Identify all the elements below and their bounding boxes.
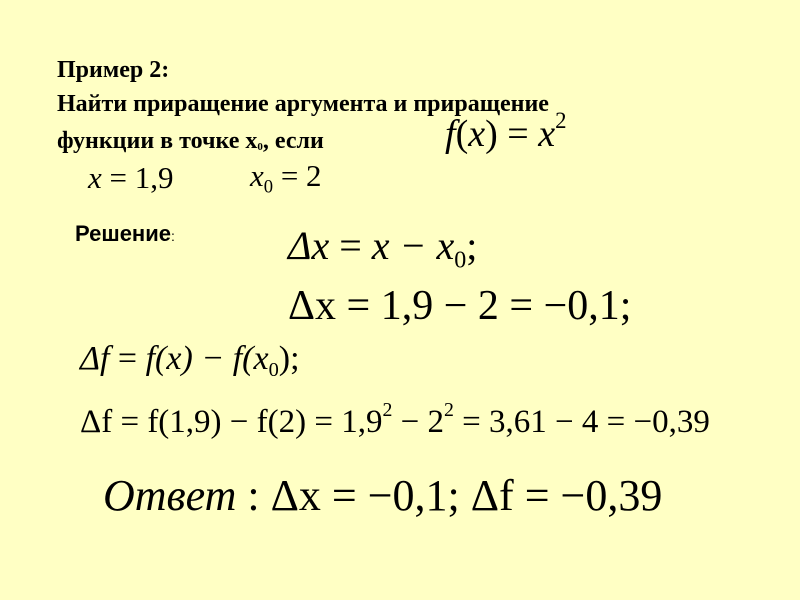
task-line-2-suffix: , если bbox=[262, 128, 324, 154]
given-function-arg: x bbox=[468, 113, 486, 155]
eq-delta-f-formula bbox=[80, 340, 300, 382]
eq-delta-f-value-part3: = 3,61 − 4 = −0,39 bbox=[453, 404, 710, 440]
solution-label bbox=[75, 221, 175, 247]
given-x0-sub: 0 bbox=[263, 176, 274, 198]
eq-delta-f-formula-sub: 0 bbox=[268, 359, 279, 382]
given-x0-var: x bbox=[250, 158, 264, 193]
solution-label-text: Решение bbox=[75, 221, 171, 246]
eq-delta-f-formula-eq: = bbox=[109, 340, 146, 377]
eq-delta-f-formula-end: ); bbox=[278, 340, 300, 377]
given-function-name: f bbox=[445, 113, 456, 155]
eq-delta-f-value-part1: Δf = f(1,9) − f(2) = 1,9 bbox=[80, 404, 383, 440]
answer-line bbox=[103, 470, 662, 521]
solution-label-colon: : bbox=[170, 228, 175, 244]
eq-delta-x-formula-eq: = bbox=[329, 223, 372, 268]
given-x0 bbox=[250, 158, 322, 198]
eq-delta-f-value-exp1: 2 bbox=[382, 399, 393, 422]
task-line-2-prefix: функции в точке х bbox=[57, 128, 258, 154]
answer-word: Ответ bbox=[103, 471, 237, 520]
eq-delta-f-value-exp2: 2 bbox=[444, 399, 454, 422]
given-function-close: ) = bbox=[485, 113, 539, 155]
task-line-2 bbox=[57, 126, 324, 156]
answer-rest: : Δx = −0,1; Δf = −0,39 bbox=[236, 471, 663, 520]
eq-delta-x-formula-lhs: Δx bbox=[288, 223, 330, 268]
eq-delta-x-formula-rhs: x − x bbox=[371, 223, 455, 268]
eq-delta-f-formula-rhs: f(x) − f(x bbox=[145, 340, 269, 377]
given-x0-value: 2 bbox=[306, 158, 322, 193]
eq-delta-f-value-part2: − 2 bbox=[392, 404, 444, 440]
eq-delta-x-formula-sub: 0 bbox=[454, 247, 467, 274]
eq-delta-f-value bbox=[80, 399, 710, 441]
given-x-value: 1,9 bbox=[134, 160, 174, 195]
eq-delta-f-formula-lhs: Δf bbox=[80, 340, 110, 377]
eq-delta-x-formula-end: ; bbox=[466, 223, 478, 268]
task-line-1: Найти приращение аргумента и приращение bbox=[57, 91, 549, 117]
given-function bbox=[445, 107, 567, 156]
given-function-open: ( bbox=[455, 113, 469, 155]
given-function-exp: 2 bbox=[555, 107, 567, 133]
given-function-rhs: x bbox=[538, 113, 556, 155]
eq-delta-x-value: Δx = 1,9 − 2 = −0,1; bbox=[288, 283, 632, 329]
example-title: Пример 2: bbox=[57, 57, 170, 83]
given-x0-eq: = bbox=[273, 158, 307, 193]
given-x-var: x bbox=[88, 160, 102, 195]
given-x bbox=[88, 160, 174, 196]
given-x-eq: = bbox=[101, 160, 135, 195]
eq-delta-x-formula bbox=[288, 222, 478, 274]
task-line-2-sub: 0 bbox=[257, 141, 263, 153]
